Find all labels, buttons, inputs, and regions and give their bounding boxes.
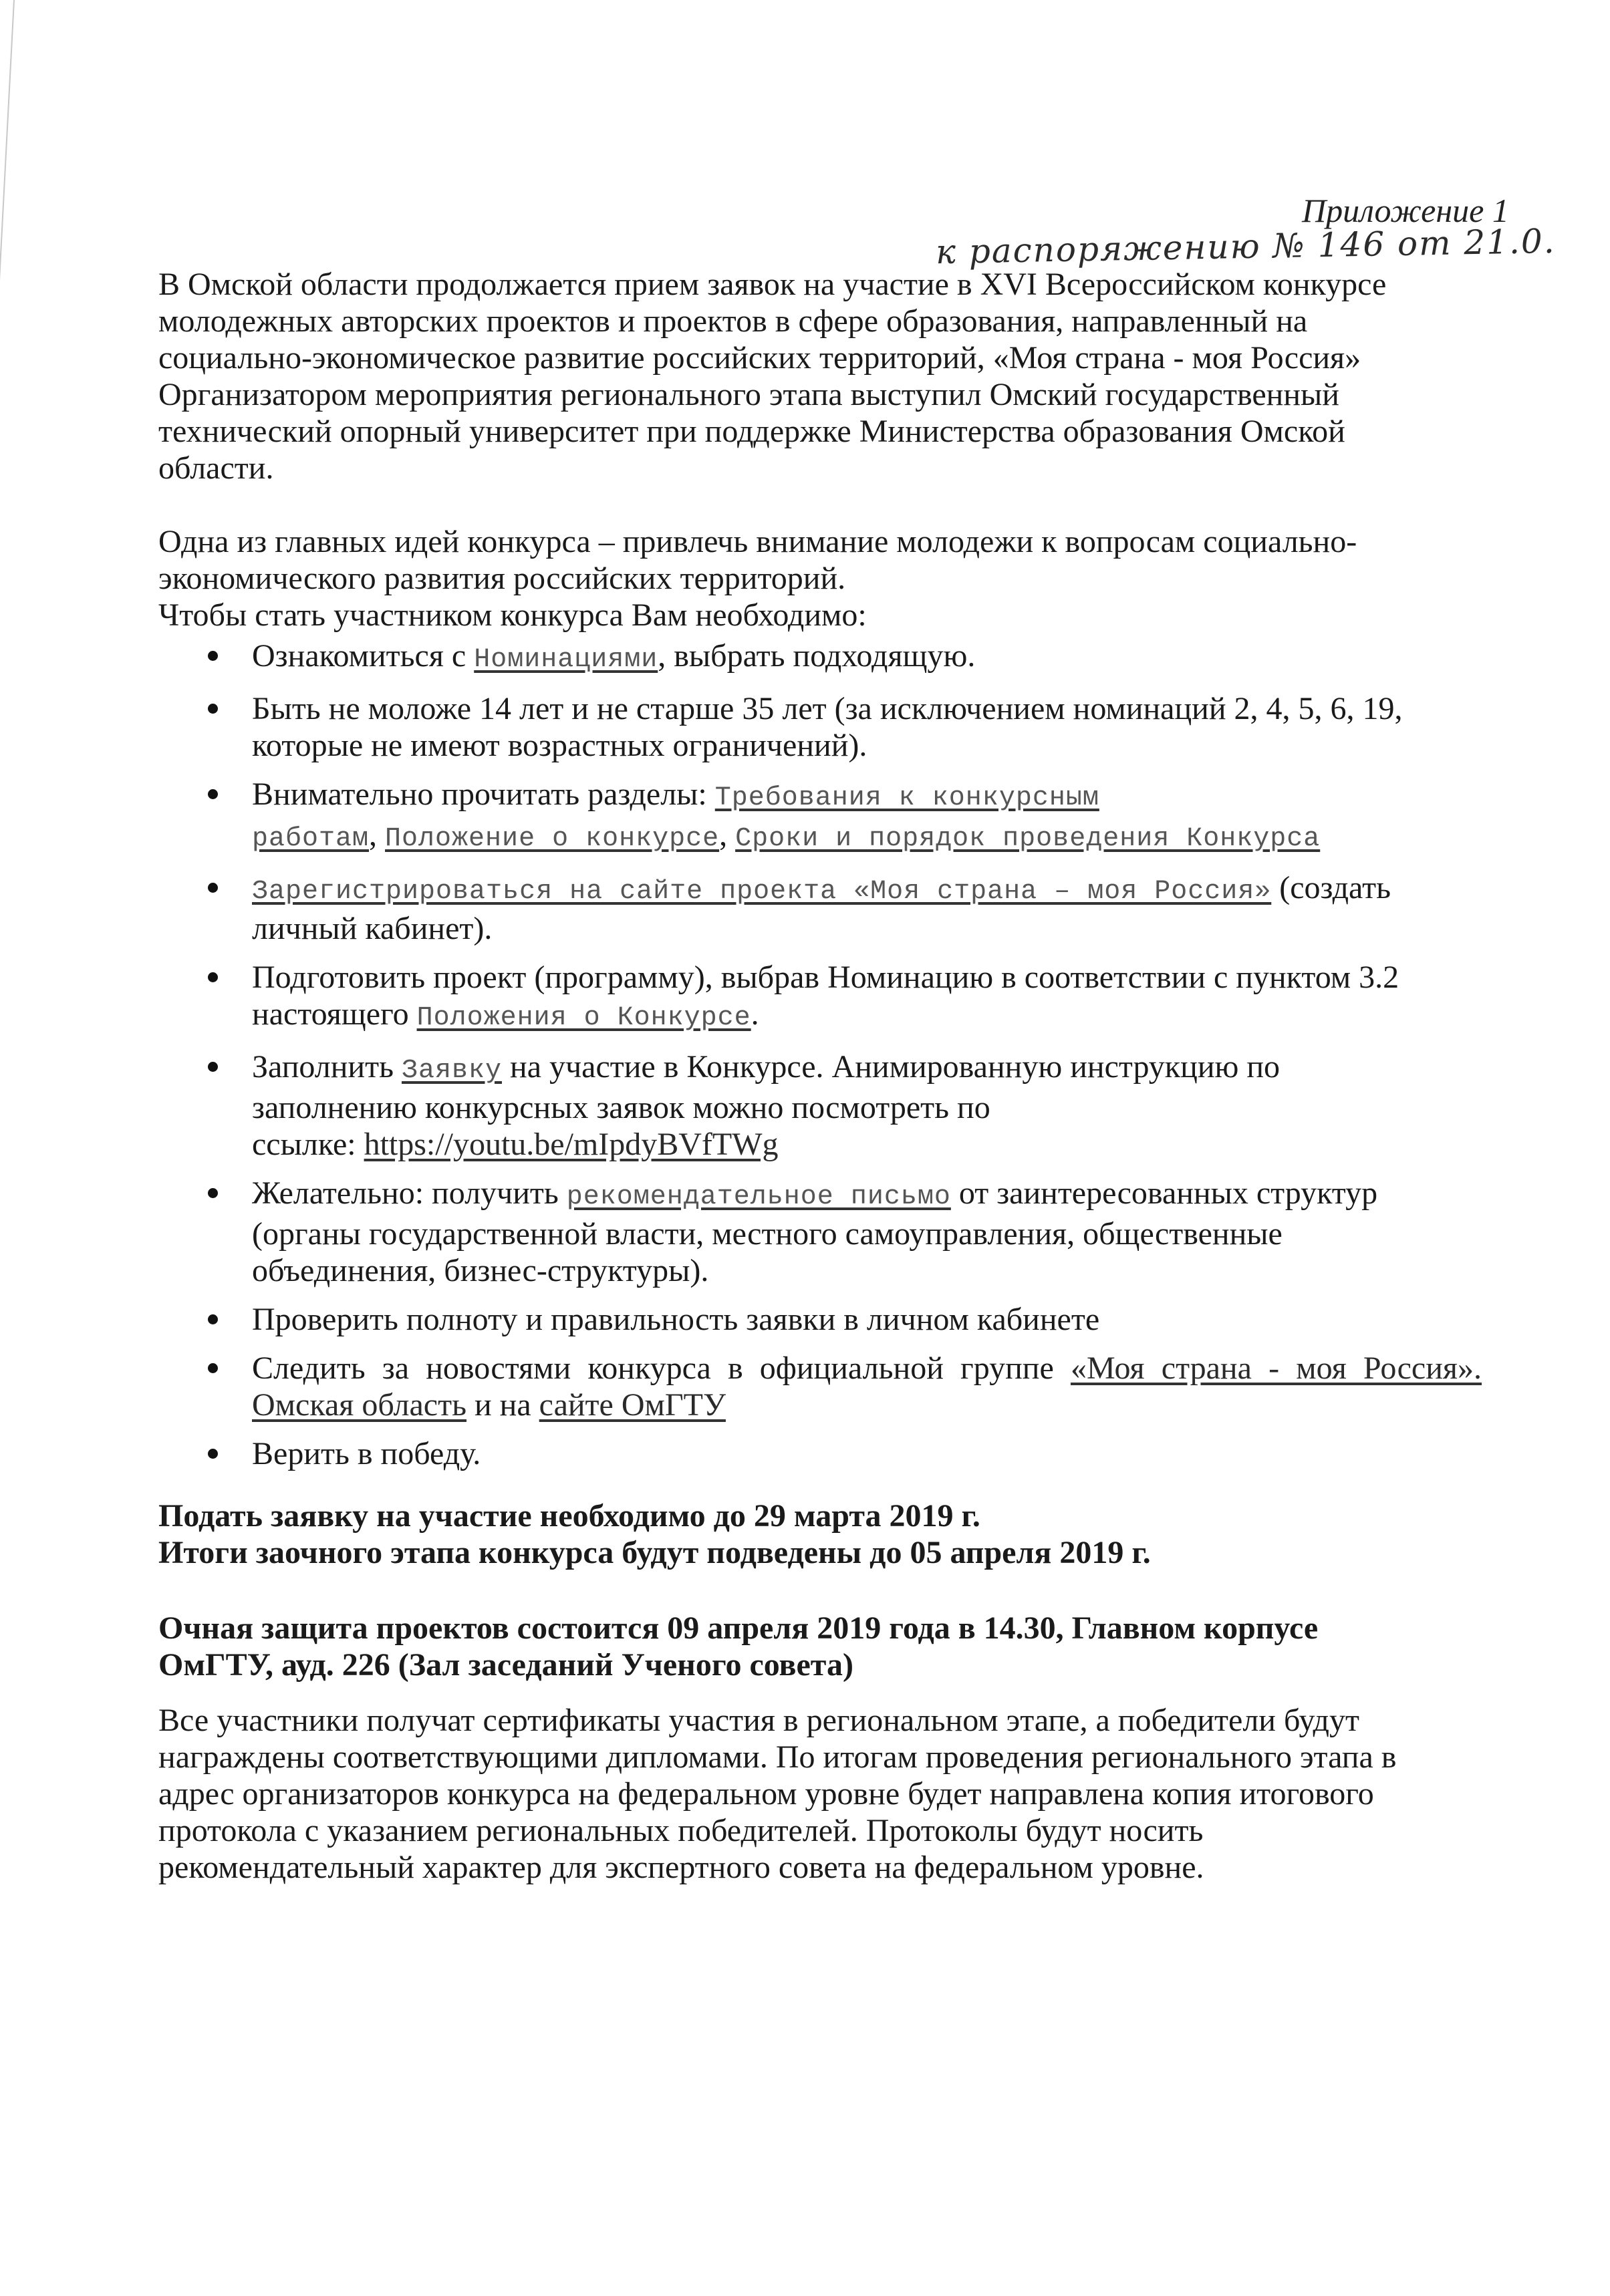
defense-line: Очная защита проектов состоится 09 апреля 2019 года в 14.30, Главном корпусе [158, 1610, 1319, 1646]
intro-line: технический опорный университет при поддержке Министерства образования Омской [158, 414, 1345, 449]
bullet-icon [208, 651, 218, 661]
closing-line: Все участники получат сертификаты участия в региональном этапе, а победители будут [158, 1703, 1359, 1738]
idea-line: Одна из главных идей конкурса – привлечь внимание молодежи к вопросам социально- [158, 524, 1357, 559]
idea-paragraph [158, 523, 1482, 633]
bullet-icon [208, 1188, 218, 1198]
bullet-icon [208, 883, 218, 893]
bullet-icon [208, 1062, 218, 1072]
list-item: Желательно: получить рекомендательное письмо от заинтересованных структур (органы государственной власти, местного самоуправления, общественные объединения, бизнес-структуры). [158, 1175, 1482, 1289]
list-item: Следить за новостями конкурса в официальной группе «Моя страна - моя Россия». Омская область и на сайте ОмГТУ [158, 1350, 1482, 1423]
closing-line: протокола с указанием региональных победителей. Протоколы будут носить [158, 1813, 1204, 1848]
deadlines-block [158, 1497, 1482, 1571]
register-link[interactable]: Зарегистрироваться на сайте проекта «Моя страна – моя Россия» [252, 877, 1272, 907]
closing-paragraph [158, 1702, 1482, 1886]
list-item: Заполнить Заявку на участие в Конкурсе. Анимированную инструкцию по заполнению конкурсных заявок можно посмотреть по ссылке: https://youtu.be/mIpdyBVfTWg [158, 1048, 1482, 1163]
scan-edge-line [0, 0, 15, 374]
bullet-icon [208, 789, 218, 799]
bullet-icon [208, 704, 218, 714]
application-deadline: Подать заявку на участие необходимо до 29 марта 2019 г. [158, 1498, 980, 1534]
defense-block [158, 1610, 1482, 1683]
defense-line: ОмГТУ, ауд. 226 (Зал заседаний Ученого совета) [158, 1647, 853, 1683]
contest-regulations-link[interactable]: Положение о конкурсе [385, 824, 720, 854]
official-group-link-cont[interactable]: Омская область [252, 1387, 466, 1423]
closing-line: награждены соответствующими дипломами. По итогам проведения регионального этапа в [158, 1739, 1397, 1775]
list-item: Внимательно прочитать разделы: Требования к конкурсным работам, Положение о конкурсе, Сроки и порядок проведения Конкурса [158, 776, 1482, 857]
intro-line: В Омской области продолжается прием заявок на участие в XVI Всероссийском конкурсе [158, 267, 1387, 302]
requirements-list [158, 637, 1482, 1472]
intro-paragraph [158, 266, 1482, 486]
list-item: Зарегистрироваться на сайте проекта «Моя страна – моя Россия» (создать личный кабинет). [158, 869, 1482, 947]
bullet-icon [208, 972, 218, 982]
intro-line: Организатором мероприятия регионального этапа выступил Омский государственный [158, 377, 1339, 412]
recommendation-letter-link[interactable]: рекомендательное письмо [566, 1182, 951, 1212]
requirements-for-works-link-cont[interactable]: работам [252, 824, 370, 854]
bullet-icon [208, 1314, 218, 1324]
bullet-icon [208, 1363, 218, 1373]
idea-line: экономического развития российских территорий. [158, 561, 846, 596]
list-item: Подготовить проект (программу), выбрав Номинацию в соответствии с пунктом 3.2 настоящего Положения о Конкурсе. [158, 959, 1482, 1036]
document-body [158, 266, 1482, 1886]
appendix-label: Приложение 1 [1302, 192, 1509, 229]
official-group-link[interactable]: «Моя страна - моя Россия». [1070, 1350, 1482, 1386]
omstu-site-link[interactable]: сайте ОмГТУ [539, 1387, 726, 1423]
closing-line: адрес организаторов конкурса на федеральном уровне будет направлена копия итогового [158, 1776, 1374, 1812]
intro-line: социально-экономическое развитие российских территорий, «Моя страна - моя Россия» [158, 340, 1361, 376]
intro-line: молодежных авторских проектов и проектов в сфере образования, направленный на [158, 303, 1308, 339]
regulations-link[interactable]: Положения о Конкурсе [416, 1003, 751, 1033]
nominations-link[interactable]: Номинациями [474, 645, 658, 675]
bullet-icon [208, 1449, 218, 1459]
application-link[interactable]: Заявку [401, 1056, 502, 1086]
list-item: Быть не моложе 14 лет и не старше 35 лет (за исключением номинаций 2, 4, 5, 6, 19, которые не имеют возрастных ограничений). [158, 690, 1482, 764]
list-item: Верить в победу. [158, 1435, 1482, 1472]
handwritten-order-note: к распоряжению № 146 от 21.0. [935, 221, 1557, 272]
requirements-for-works-link[interactable]: Требования к конкурсным [714, 783, 1099, 813]
closing-line: рекомендательный характер для экспертного совета на федеральном уровне. [158, 1850, 1204, 1885]
requirements-intro: Чтобы стать участником конкурса Вам необходимо: [158, 597, 867, 633]
list-item: Ознакомиться с Номинациями, выбрать подходящую. [158, 637, 1482, 678]
list-item: Проверить полноту и правильность заявки в личном кабинете [158, 1301, 1482, 1338]
intro-line: области. [158, 450, 274, 486]
results-deadline: Итоги заочного этапа конкурса будут подведены до 05 апреля 2019 г. [158, 1535, 1151, 1570]
contest-timeline-link[interactable]: Сроки и порядок проведения Конкурса [735, 824, 1321, 854]
youtube-instruction-link[interactable]: https://youtu.be/mIpdyBVfTWg [364, 1127, 779, 1162]
